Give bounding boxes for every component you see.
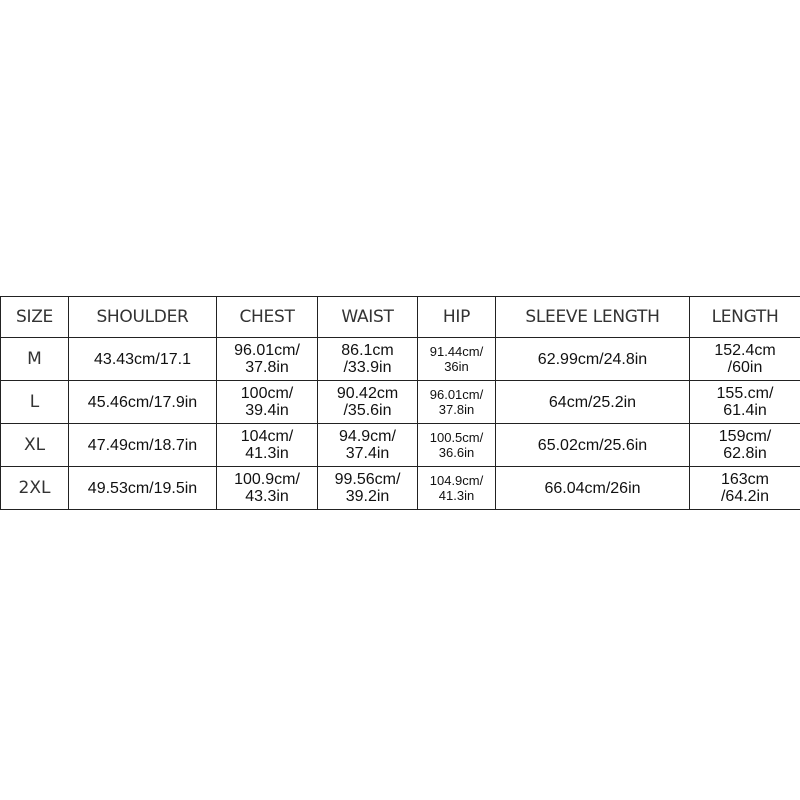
chest-in: 41.3in	[245, 445, 289, 462]
size-cell: M	[1, 338, 69, 381]
waist-in: /33.9in	[343, 359, 392, 376]
table-row	[1, 467, 800, 510]
length-in: /64.2in	[720, 488, 770, 505]
length-in: 61.4in	[723, 402, 767, 419]
hip-cm: 91.44cm/	[429, 344, 484, 359]
waist-cm: 86.1cm	[341, 342, 394, 359]
chest-cell	[217, 381, 318, 424]
chest-cell	[217, 424, 318, 467]
hip-cell	[418, 467, 496, 510]
waist-cm: 90.42cm	[336, 385, 399, 402]
length-cm: 155.cm/	[716, 385, 774, 402]
length-cm: 163cm	[720, 471, 770, 488]
hip-cm: 104.9cm/	[429, 473, 484, 488]
waist-cell	[318, 424, 418, 467]
hip-in: 37.8in	[438, 402, 475, 417]
sleeve-length-cell: 64cm/25.2in	[496, 381, 690, 424]
table-row	[1, 381, 800, 424]
sleeve-length-cell: 66.04cm/26in	[496, 467, 690, 510]
hip-in: 36in	[444, 359, 469, 374]
header-hip: HIP	[418, 297, 496, 338]
chest-cell	[217, 338, 318, 381]
shoulder-cell: 43.43cm/17.1	[69, 338, 217, 381]
length-cell	[690, 381, 800, 424]
length-cell	[690, 467, 800, 510]
shoulder-cell: 45.46cm/17.9in	[69, 381, 217, 424]
sleeve-length-cell: 65.02cm/25.6in	[496, 424, 690, 467]
chest-in: 37.8in	[245, 359, 289, 376]
chest-in: 39.4in	[245, 402, 289, 419]
waist-cm: 99.56cm/	[334, 471, 401, 488]
chest-cell	[217, 467, 318, 510]
shoulder-cell: 47.49cm/18.7in	[69, 424, 217, 467]
size-chart-table	[0, 296, 800, 510]
size-cell: L	[1, 381, 69, 424]
waist-cell	[318, 338, 418, 381]
chest-cm: 104cm/	[240, 428, 294, 445]
length-cm: 152.4cm	[714, 342, 776, 359]
sleeve-length-cell: 62.99cm/24.8in	[496, 338, 690, 381]
header-shoulder: SHOULDER	[69, 297, 217, 338]
hip-cell	[418, 338, 496, 381]
waist-cm: 94.9cm/	[339, 428, 396, 445]
length-cell	[690, 338, 800, 381]
chest-cm: 100cm/	[240, 385, 294, 402]
size-cell: 2XL	[1, 467, 69, 510]
hip-cm: 100.5cm/	[429, 430, 484, 445]
table-row	[1, 338, 800, 381]
header-length: LENGTH	[690, 297, 800, 338]
waist-in: /35.6in	[343, 402, 392, 419]
waist-cell	[318, 381, 418, 424]
chest-cm: 100.9cm/	[234, 471, 300, 488]
header-waist: WAIST	[318, 297, 418, 338]
hip-cell	[418, 381, 496, 424]
length-in: /60in	[727, 359, 763, 376]
hip-in: 41.3in	[438, 488, 475, 503]
chest-cm: 96.01cm/	[234, 342, 300, 359]
table-row	[1, 424, 800, 467]
length-in: 62.8in	[723, 445, 767, 462]
header-size: SIZE	[1, 297, 69, 338]
waist-in: 39.2in	[345, 488, 390, 505]
waist-cell	[318, 467, 418, 510]
hip-cm: 96.01cm/	[429, 387, 484, 402]
waist-in: 37.4in	[345, 445, 390, 462]
header-row	[1, 297, 800, 338]
chest-in: 43.3in	[245, 488, 289, 505]
hip-in: 36.6in	[438, 445, 475, 460]
header-sleeve-length: SLEEVE LENGTH	[496, 297, 690, 338]
header-chest: CHEST	[217, 297, 318, 338]
hip-cell	[418, 424, 496, 467]
length-cell	[690, 424, 800, 467]
size-cell: XL	[1, 424, 69, 467]
length-cm: 159cm/	[718, 428, 772, 445]
shoulder-cell: 49.53cm/19.5in	[69, 467, 217, 510]
